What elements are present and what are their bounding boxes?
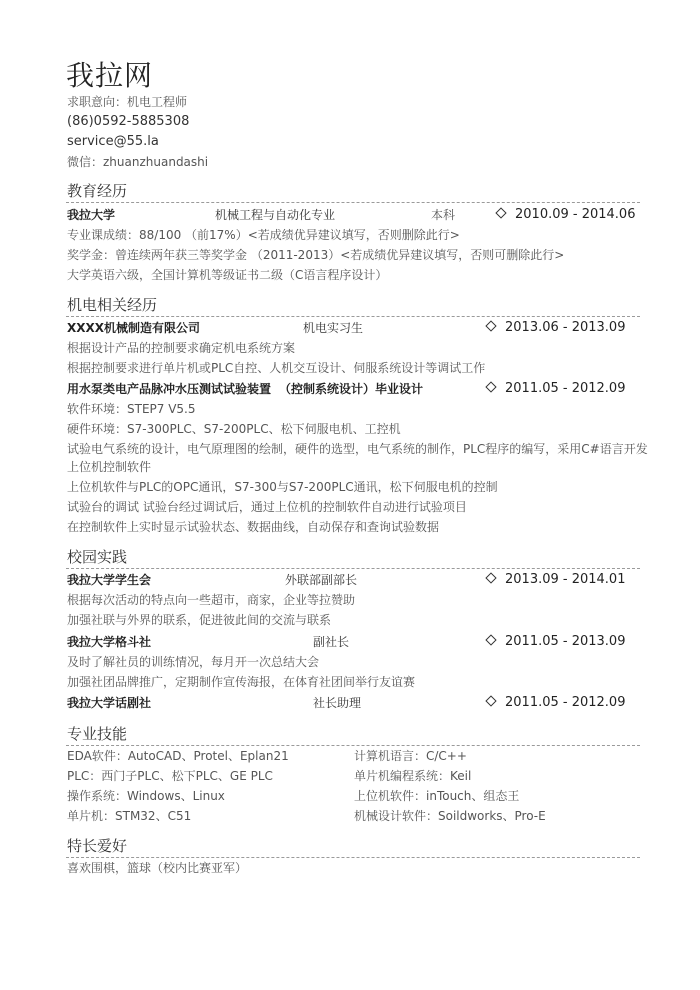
skill-item: 计算机语言：C/C++	[354, 749, 467, 763]
hobby-detail: 喜欢围棋，篮球（校内比赛亚军）	[67, 861, 248, 875]
degree: 本科	[431, 208, 456, 222]
diamond-bullet-icon	[485, 695, 496, 706]
campus-date: 2011.05 - 2013.09	[487, 632, 625, 652]
project-entry	[67, 379, 633, 399]
experience-entry	[67, 318, 633, 338]
email-address: service@55.la	[67, 134, 159, 149]
skill-item: 操作系统：Windows、Linux	[67, 789, 225, 803]
skill-item: EDA软件：AutoCAD、Protel、Eplan21	[67, 749, 289, 763]
section-title-hobbies: 特长爱好	[67, 837, 128, 855]
section-divider	[66, 316, 640, 317]
project-detail: 在控制软件上实时显示试验状态、数据曲线，自动保存和查询试验数据	[67, 520, 440, 534]
project-detail: 软件环境：STEP7 V5.5	[67, 402, 196, 416]
diamond-bullet-icon	[485, 320, 496, 331]
experience-date: 2013.06 - 2013.09	[487, 318, 625, 338]
campus-entry	[67, 693, 633, 713]
diamond-bullet-icon	[485, 572, 496, 583]
project-detail: 上位机软件与PLC的OPC通讯，S7-300与S7-200PLC通讯，松下伺服电机的控制	[67, 480, 498, 494]
section-divider	[66, 568, 640, 569]
skill-item: 单片机：STM32、C51	[67, 809, 192, 823]
diamond-bullet-icon	[485, 634, 496, 645]
org-name: 我拉大学话剧社	[67, 696, 152, 710]
school-name: 我拉大学	[67, 208, 116, 222]
phone-number: (86)0592-5885308	[67, 114, 190, 129]
org-role: 副社长	[313, 635, 350, 649]
project-detail: 试验电气系统的设计，电气原理图的绘制，硬件的选型，电气系统的制作，PLC程序的编写，采用C#语言开发	[67, 442, 648, 456]
campus-detail: 加强社团品牌推广，定期制作宣传海报，在体育社团间举行友谊赛	[67, 675, 416, 689]
section-title-experience: 机电相关经历	[67, 296, 158, 314]
project-name: 用水泵类电产品脉冲水压测试试验装置	[67, 382, 272, 396]
skill-item: 上位机软件：inTouch、组态王	[354, 789, 520, 803]
job-target: 求职意向：机电工程师	[67, 95, 188, 109]
diamond-bullet-icon	[495, 207, 506, 218]
skill-item: 单片机编程系统：Keil	[354, 769, 472, 783]
project-detail: 试验台的调试 试验台经过调试后，通过上位机的控制软件自动进行试验项目	[67, 500, 467, 514]
campus-detail: 加强社联与外界的联系，促进彼此间的交流与联系	[67, 613, 332, 627]
org-name: 我拉大学格斗社	[67, 635, 152, 649]
diamond-bullet-icon	[485, 381, 496, 392]
campus-detail: 及时了解社员的训练情况，每月开一次总结大会	[67, 655, 320, 669]
major: 机械工程与自动化专业	[215, 208, 336, 222]
campus-entry	[67, 632, 633, 652]
education-detail: 专业课成绩：88/100 （前17%）<若成绩优异建议填写，否则删除此行>	[67, 228, 460, 242]
education-detail: 大学英语六级，全国计算机等级证书二级（C语言程序设计）	[67, 268, 388, 282]
company-name: XXXX机械制造有限公司	[67, 321, 201, 335]
candidate-name: 我拉网	[66, 59, 154, 92]
project-detail: 上位机控制软件	[67, 460, 152, 474]
section-divider	[66, 202, 640, 203]
campus-detail: 根据每次活动的特点向一些超市，商家，企业等拉赞助	[67, 593, 356, 607]
skill-item: PLC：西门子PLC、松下PLC、GE PLC	[67, 769, 273, 783]
education-entry	[67, 205, 636, 225]
experience-detail: 根据控制要求进行单片机或PLC自控、人机交互设计、伺服系统设计等调试工作	[67, 361, 486, 375]
section-title-education: 教育经历	[67, 182, 128, 200]
org-name: 我拉大学学生会	[67, 573, 152, 587]
org-role: 社长助理	[313, 696, 362, 710]
campus-date: 2013.09 - 2014.01	[487, 570, 625, 590]
campus-date: 2011.05 - 2012.09	[487, 693, 625, 713]
skill-item: 机械设计软件：Soildworks、Pro-E	[354, 809, 546, 823]
project-role: （控制系统设计）毕业设计	[279, 382, 424, 396]
section-title-skills: 专业技能	[67, 725, 128, 743]
org-role: 外联部副部长	[285, 573, 358, 587]
wechat-id: 微信：zhuanzhuandashi	[67, 155, 209, 169]
campus-entry	[67, 570, 633, 590]
education-date: 2010.09 - 2014.06	[497, 205, 635, 225]
project-detail: 硬件环境：S7-300PLC、S7-200PLC、松下伺服电机、工控机	[67, 422, 401, 436]
section-title-campus: 校园实践	[67, 548, 128, 566]
project-date: 2011.05 - 2012.09	[487, 379, 625, 399]
job-role: 机电实习生	[303, 321, 364, 335]
experience-detail: 根据设计产品的控制要求确定机电系统方案	[67, 341, 296, 355]
education-detail: 奖学金：曾连续两年获三等奖学金 （2011-2013）<若成绩优异建议填写，否则可删除此行>	[67, 248, 565, 262]
